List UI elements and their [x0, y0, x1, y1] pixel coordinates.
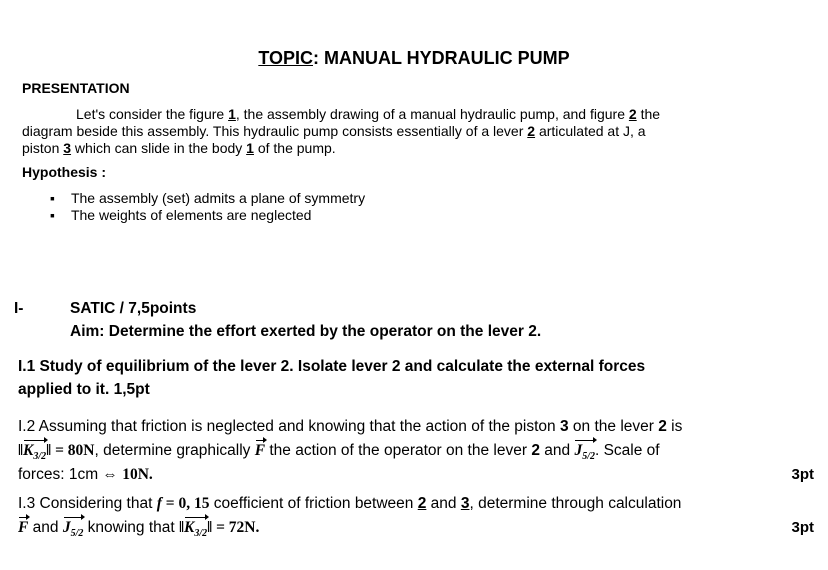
q12-line-3: forces: 1cm ⇔ 10N. [18, 466, 153, 483]
q13-line-1: I.3 Considering that f = 0, 15 coefficient of friction between 2 and 3, determine through calculation [18, 495, 682, 512]
bullet-icon: ▪ [50, 207, 55, 223]
hypothesis-heading: Hypothesis : [22, 164, 107, 180]
section-aim: Aim: Determine the effort exerted by the operator on the lever 2. [70, 323, 542, 340]
presentation-line-1: Let's consider the figure 1, the assembly drawing of a manual hydraulic pump, and figure 2 the [76, 106, 661, 122]
q12-points: 3pt [791, 466, 814, 483]
bullet-icon: ▪ [50, 190, 55, 206]
title-topic: TOPIC [258, 48, 313, 68]
q12-line-2: $‖K_{3/2}‖ = 80N$, determine graphically F the action of the operator on the lever 2 and $J_{5/2}$. Scale of [18, 442, 660, 463]
hypothesis-item: ▪ The weights of elements are neglected [50, 207, 312, 223]
section-title: SATIC / 7,5points [70, 300, 197, 317]
section-numeral: I- [14, 300, 24, 317]
page-title [0, 48, 828, 69]
q11-line-2: applied to it. 1,5pt [18, 381, 150, 398]
hypothesis-item: ▪ The assembly (set) admits a plane of symmetry [50, 190, 366, 206]
q13-line-2: F and $J_{5/2}$ knowing that $‖K_{3/2}‖ = 72N$. [18, 519, 260, 540]
presentation-line-2: diagram beside this assembly. This hydraulic pump consists essentially of a lever 2 articulated at J, a [22, 123, 646, 139]
q12-line-1: I.2 Assuming that friction is neglected and knowing that the action of the piston 3 on the lever 2 is [18, 418, 683, 435]
presentation-line-3: piston 3 which can slide in the body 1 of the pump. [22, 140, 336, 156]
title-rest: : MANUAL HYDRAULIC PUMP [313, 48, 570, 68]
presentation-heading: PRESENTATION [22, 80, 130, 96]
q11-line-1: I.1 Study of equilibrium of the lever 2. Isolate lever 2 and calculate the external forces [18, 358, 646, 375]
q13-points: 3pt [791, 519, 814, 536]
